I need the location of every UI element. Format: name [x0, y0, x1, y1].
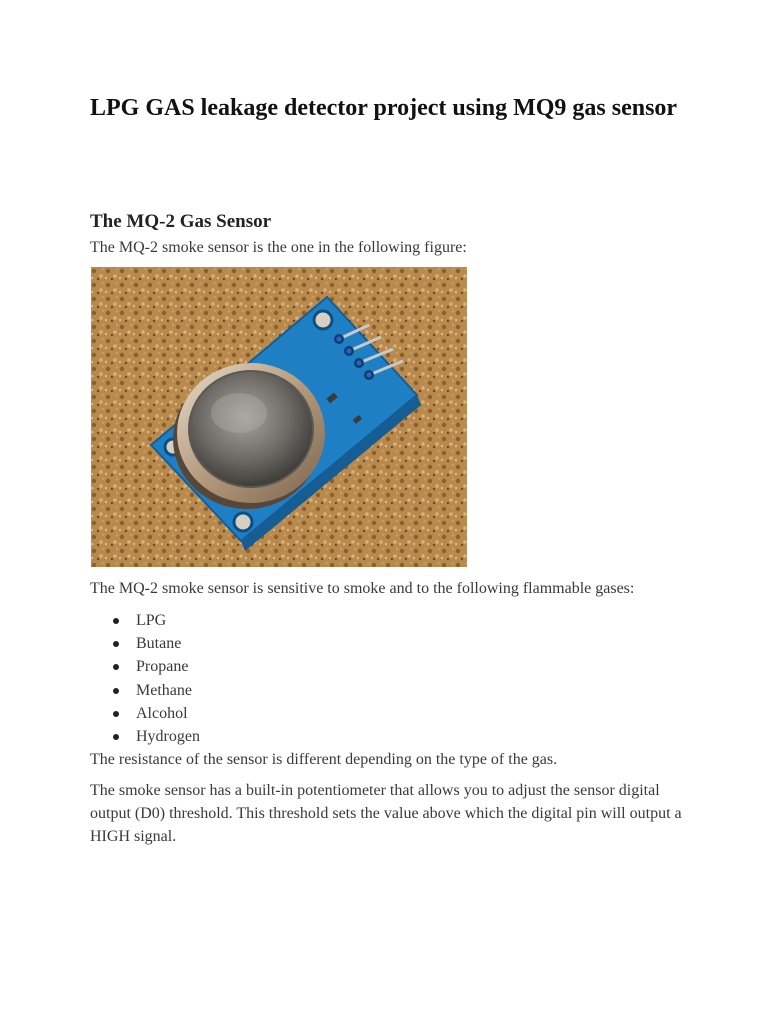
sensitive-gases-paragraph: The MQ-2 smoke sensor is sensitive to smoke and to the following flammable gases: — [90, 580, 635, 597]
section-heading: The MQ-2 Gas Sensor — [90, 211, 272, 232]
resistance-paragraph: The resistance of the sensor is different depending on the type of the gas. — [90, 751, 558, 768]
bullet-icon — [113, 664, 119, 670]
list-item: Hydrogen — [90, 725, 200, 748]
bullet-icon — [113, 641, 119, 647]
list-item: Butane — [90, 632, 200, 655]
potentiometer-paragraph: The smoke sensor has a built-in potentiometer that allows you to adjust the sensor digital output (D0) threshold. This threshold sets the value above which the digital pin will output a HIGH signal. — [90, 782, 682, 845]
list-item: LPG — [90, 609, 200, 632]
bullet-icon — [113, 711, 119, 717]
bullet-icon — [113, 688, 119, 694]
intro-paragraph: The MQ-2 smoke sensor is the one in the following figure: — [90, 239, 467, 256]
gas-list — [90, 609, 200, 748]
bullet-icon — [113, 734, 119, 740]
mq2-sensor-photo — [91, 267, 467, 567]
bullet-icon — [113, 618, 119, 624]
list-item: Alcohol — [90, 702, 200, 725]
list-item: Propane — [90, 655, 200, 678]
list-item: Methane — [90, 679, 200, 702]
document-title: LPG GAS leakage detector project using MQ9 gas sensor — [90, 95, 678, 121]
